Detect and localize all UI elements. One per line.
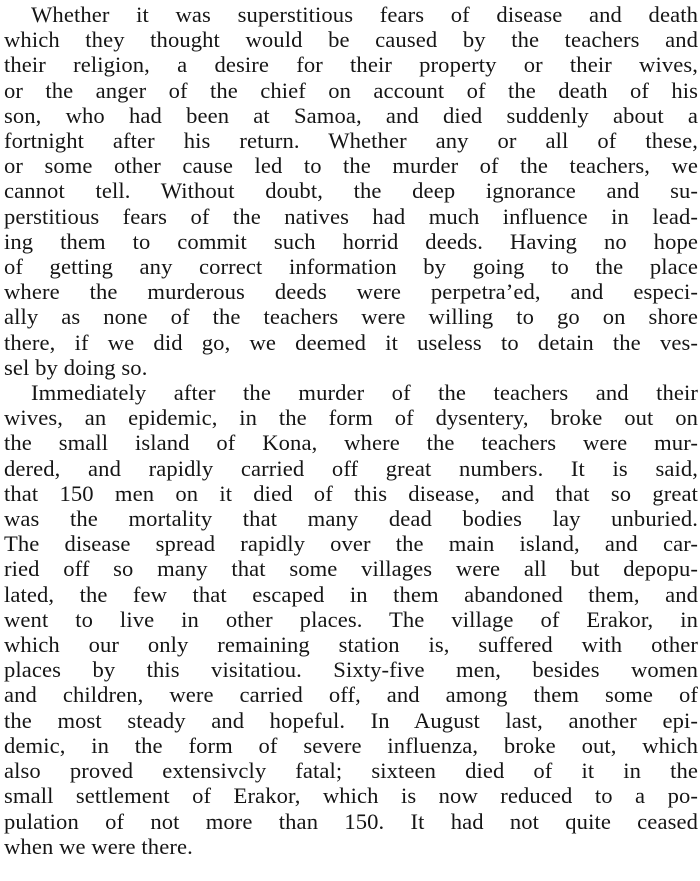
text-line: son, who had been at Samoa, and died suddenly about a [4,102,698,128]
text-line: Whether it was superstitious fears of disease and death [31,2,698,27]
text-line: which our only remaining station is, suffered with other [4,632,698,658]
text-line: which they thought would be caused by the teachers and [4,27,698,53]
text-line: lated, the few that escaped in them abandoned them, and [4,581,698,607]
text-line: fortnight after his return. Whether any or all of these, [4,128,698,154]
text-line: dered, and rapidly carried off great numbers. It is said, [4,455,698,481]
text-line: cannot tell. Without doubt, the deep ignorance and su- [4,178,698,204]
text-line: or some other cause led to the murder of the teachers, we [4,153,698,179]
text-line: pulation of not more than 150. It had not quite ceased [4,808,698,834]
text-line: where the murderous deeds were perpetra’ed, and especi- [4,279,698,305]
paragraph-2 [4,380,698,859]
paragraph-1 [4,2,698,380]
text-line: their religion, a desire for their property or their wives, [4,52,698,78]
text-line: wives, an epidemic, in the form of dysentery, broke out on [4,405,698,431]
text-line: there, if we did go, we deemed it useless to detain the ves- [4,329,698,355]
text-line: small settlement of Erakor, which is now reduced to a po- [4,783,698,809]
text-line: that 150 men on it died of this disease, and that so great [4,480,698,506]
text-line: when we were there. [4,833,193,859]
text-line: The disease spread rapidly over the main island, and car- [4,531,698,557]
text-line: ing them to commit such horrid deeds. Having no hope [4,228,698,254]
text-line: also proved extensivcly fatal; sixteen died of it in the [4,758,698,784]
text-line: was the mortality that many dead bodies lay unburied. [4,506,698,532]
text-line: the small island of Kona, where the teachers were mur- [4,430,698,456]
text-line: and children, were carried off, and among them some of [4,682,698,708]
text-line: ried off so many that some villages were all but depopu- [4,556,698,582]
text-line: places by this visitatiou. Sixty-five men, besides women [4,657,698,683]
text-line: or the anger of the chief on account of the death of his [4,77,698,103]
text-line: demic, in the form of severe influenza, broke out, which [4,732,698,758]
text-line: of getting any correct information by going to the place [4,254,698,280]
text-line: ally as none of the teachers were willing to go on shore [4,304,698,330]
text-line: the most steady and hopeful. In August last, another epi- [4,707,698,733]
text-line: perstitious fears of the natives had much influence in lead- [4,203,698,229]
document-page [4,2,698,859]
text-line: Immediately after the murder of the teachers and their [31,380,698,406]
text-line: sel by doing so. [4,354,148,380]
text-line: went to live in other places. The village of Erakor, in [4,606,698,632]
